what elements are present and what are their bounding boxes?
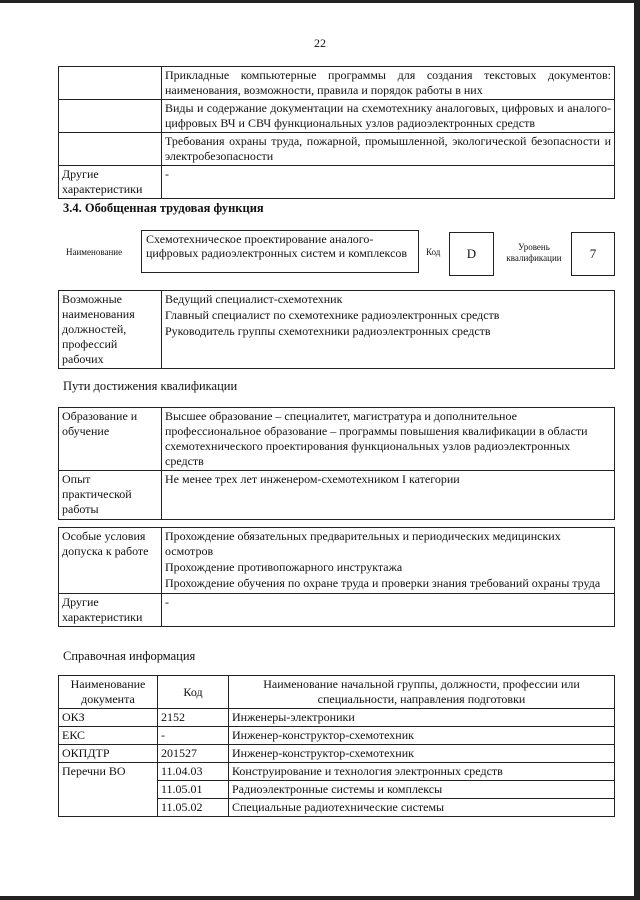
reference-table xyxy=(58,675,615,817)
special-conditions-table xyxy=(58,527,615,627)
code-label: Код xyxy=(426,247,441,257)
education-label: Образование и обучение xyxy=(59,408,162,471)
condition-item: Прохождение обучения по охране труда и проверки знания требований охраны труда xyxy=(165,576,601,590)
education-value: Высшее образование – специалитет, магистратура и дополнительное профессиональное образование – программы повышения квалификации в области схемотехнического проектирования функциональных узлов радиоэлектронных средств xyxy=(162,408,615,471)
other-characteristics-value: - xyxy=(162,166,615,199)
scan-edge-right xyxy=(634,0,640,900)
experience-label: Опыт практической работы xyxy=(59,471,162,520)
table-row xyxy=(59,745,615,763)
column-header: Наименование начальной группы, должности, профессии или специальности, направления подготовки xyxy=(229,676,615,709)
name-cell: Инженер-конструктор-схемотехник xyxy=(229,745,615,763)
position-item: Руководитель группы схемотехники радиоэлектронных средств xyxy=(165,324,491,338)
doc-cell: Перечни ВО xyxy=(59,763,158,817)
other-characteristics-label: Другие характеристики xyxy=(59,594,162,627)
knowledge-table xyxy=(58,66,615,199)
scan-edge-top xyxy=(0,0,640,3)
code-cell: - xyxy=(158,727,229,745)
doc-cell: ЕКС xyxy=(59,727,158,745)
section-heading: 3.4. Обобщенная трудовая функция xyxy=(63,201,264,215)
qualification-level: 7 xyxy=(571,232,615,276)
other-characteristics-value: - xyxy=(162,594,615,627)
qualification-paths-title: Пути достижения квалификации xyxy=(63,379,238,393)
knowledge-row: Прикладные компьютерные программы для создания текстовых документов: наименования, возможности, правила и порядок работы в них xyxy=(162,67,615,100)
name-cell: Радиоэлектронные системы и комплексы xyxy=(229,781,615,799)
special-conditions-label: Особые условия допуска к работе xyxy=(59,528,162,594)
scan-edge-bottom xyxy=(0,896,640,900)
column-header: Код xyxy=(158,676,229,709)
name-cell: Специальные радиотехнические системы xyxy=(229,799,615,817)
reference-title: Справочная информация xyxy=(63,649,196,663)
education-table xyxy=(58,407,615,520)
doc-cell: ОКЗ xyxy=(59,709,158,727)
table-row xyxy=(59,763,615,781)
table-row xyxy=(59,709,615,727)
positions-table xyxy=(58,290,615,369)
code-cell: 2152 xyxy=(158,709,229,727)
doc-cell: ОКПДТР xyxy=(59,745,158,763)
function-name: Схемотехническое проектирование аналого-цифровых радиоэлектронных систем и комплексов xyxy=(141,230,419,273)
knowledge-row: Требования охраны труда, пожарной, промышленной, экологической безопасности и электробезопасности xyxy=(162,133,615,166)
table-row xyxy=(59,727,615,745)
position-item: Главный специалист по схемотехнике радиоэлектронных средств xyxy=(165,308,500,322)
column-header: Наименование документа xyxy=(59,676,158,709)
level-label: Уровень квалификации xyxy=(506,242,562,263)
positions-label: Возможные наименования должностей, профессий рабочих xyxy=(59,291,162,369)
name-label: Наименование xyxy=(66,247,123,257)
position-item: Ведущий специалист-схемотехник xyxy=(165,292,343,306)
name-cell: Инженер-конструктор-схемотехник xyxy=(229,727,615,745)
code-cell: 201527 xyxy=(158,745,229,763)
name-cell: Инженеры-электроники xyxy=(229,709,615,727)
code-cell: 11.04.03 xyxy=(158,763,229,781)
condition-item: Прохождение противопожарного инструктажа xyxy=(165,560,403,574)
other-characteristics-label: Другие характеристики xyxy=(59,166,162,199)
code-cell: 11.05.02 xyxy=(158,799,229,817)
code-cell: 11.05.01 xyxy=(158,781,229,799)
knowledge-row: Виды и содержание документации на схемотехнику аналоговых, цифровых и аналого-цифровых ВЧ и СВЧ функциональных узлов радиоэлектронных средств xyxy=(162,100,615,133)
name-cell: Конструирование и технология электронных средств xyxy=(229,763,615,781)
function-code: D xyxy=(449,232,494,276)
page-number: 22 xyxy=(314,36,326,50)
experience-value: Не менее трех лет инженером-схемотехником I категории xyxy=(162,471,615,520)
condition-item: Прохождение обязательных предварительных и периодических медицинских осмотров xyxy=(165,529,561,558)
